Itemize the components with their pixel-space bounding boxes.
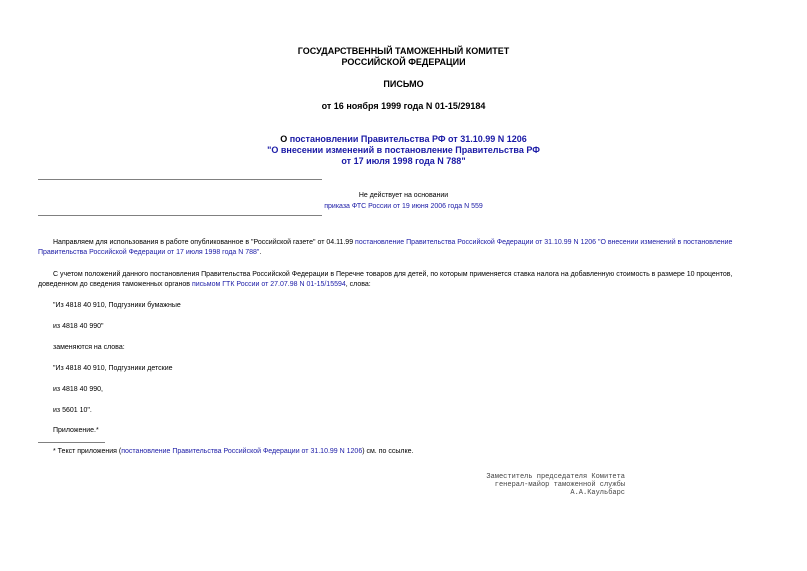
paragraph-1-line2 xyxy=(38,248,261,258)
subject-link-line1[interactable]: постановлении Правительства РФ от 31.10.99 N 1206 xyxy=(289,134,527,144)
paragraph-1-text: Направляем для использования в работе опубликованное в "Российской газете" от 04.11.99 xyxy=(53,239,356,246)
subject-line3 xyxy=(0,156,807,166)
paragraph-2-end: , слова: xyxy=(345,281,371,288)
quote-line-4: "Из 4818 40 910, Подгузники детские xyxy=(53,365,173,372)
footnote-text-end: ) см. по ссылке. xyxy=(362,448,414,455)
footnote-link[interactable]: постановление Правительства Российской Федерации от 31.10.99 N 1206 xyxy=(121,448,363,455)
paragraph-1-line1 xyxy=(53,238,732,248)
subject-link-line2[interactable]: "О внесении изменений в постановление Правительства РФ xyxy=(267,145,540,155)
divider-top xyxy=(38,179,322,180)
footnote-divider xyxy=(38,442,105,443)
paragraph-2-line2 xyxy=(38,280,371,290)
quote-line-6: из 5601 10". xyxy=(53,407,92,414)
subject-line2 xyxy=(0,145,807,155)
org-name-line1: ГОСУДАРСТВЕННЫЙ ТАМОЖЕННЫЙ КОМИТЕТ xyxy=(297,46,510,56)
quote-line-1: "Из 4818 40 910, Подгузники бумажные xyxy=(53,302,181,309)
footnote xyxy=(53,447,413,457)
subject-link-line3[interactable]: от 17 июля 1998 года N 788" xyxy=(341,156,466,166)
paragraph-1-link-part2[interactable]: Правительства Российской Федерации от 17 июля 1998 года N 788" xyxy=(38,249,260,256)
doc-date: от 16 ноября 1999 года N 01-15/29184 xyxy=(321,101,486,111)
subject-prefix: О xyxy=(280,134,290,144)
status-link-row xyxy=(0,202,807,212)
paragraph-2-text: доведенном до сведения таможенных органов xyxy=(38,281,192,288)
signature-line1: Заместитель председателя Комитета xyxy=(486,473,625,481)
paragraph-2-line1: С учетом положений данного постановления Правительства Российской Федерации в Перечне товаров для детей, по которым применяется ставка налога на добавленную стоимость в размере 10 процентов, xyxy=(53,271,733,278)
quote-line-5: из 4818 40 990, xyxy=(53,386,103,393)
org-name-line2: РОССИЙСКОЙ ФЕДЕРАЦИИ xyxy=(341,57,466,67)
status-text: Не действует на основании xyxy=(358,192,449,199)
footnote-text-start: * Текст приложения ( xyxy=(53,448,122,455)
signature-line3: А.А.Каульбарс xyxy=(570,489,625,497)
divider-bottom xyxy=(38,215,322,216)
quote-line-2: из 4818 40 990" xyxy=(53,323,104,330)
quote-line-7: Приложение.* xyxy=(53,427,99,434)
status-link[interactable]: приказа ФТС России от 19 июня 2006 года N 559 xyxy=(324,203,483,210)
quote-line-3: заменяются на слова: xyxy=(53,344,125,351)
subject-line1 xyxy=(0,134,807,144)
paragraph-2-link[interactable]: письмом ГТК России от 27.07.98 N 01-15/15594 xyxy=(191,281,346,288)
signature-line2: генерал-майор таможенной службы xyxy=(494,481,625,489)
paragraph-1-end: . xyxy=(259,249,262,256)
paragraph-1-link-part1[interactable]: постановление Правительства Российской Федерации от 31.10.99 N 1206 "О внесении изменений в постановление xyxy=(355,239,733,246)
doc-type: ПИСЬМО xyxy=(383,79,424,89)
